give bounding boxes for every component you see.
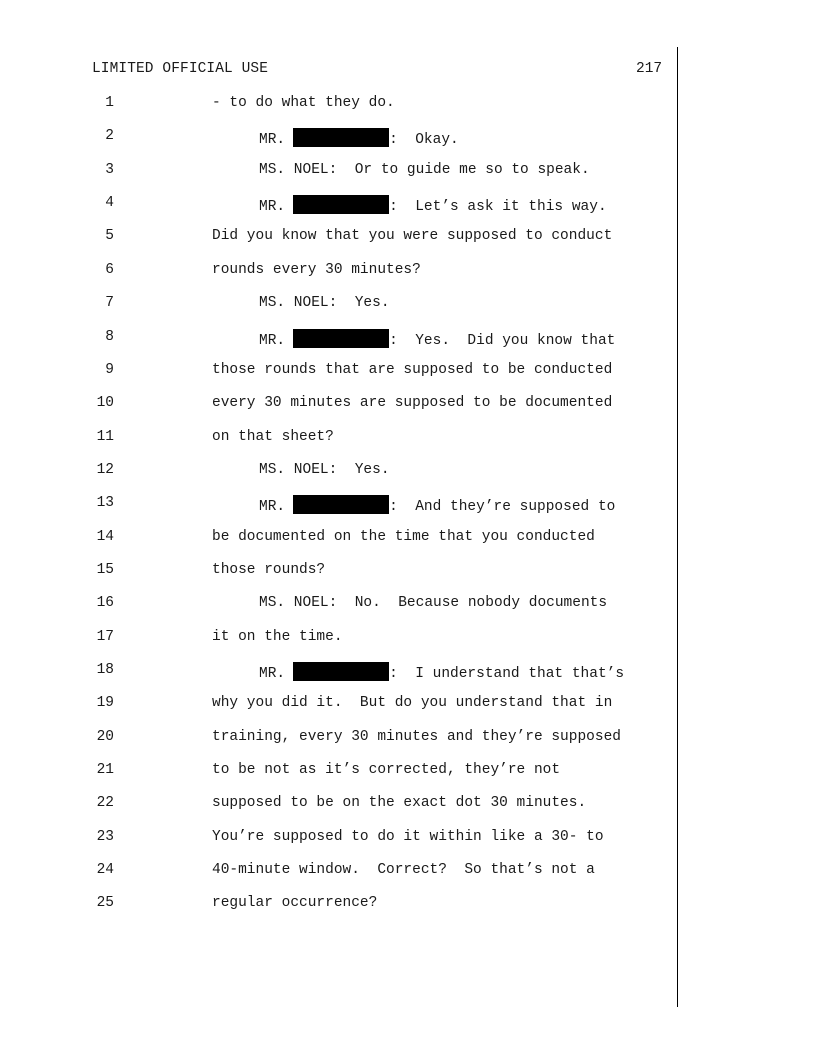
spoken-text: why you did it. But do you understand that in xyxy=(212,695,613,712)
transcript-line xyxy=(0,329,816,351)
spoken-text: MS. NOEL: Or to guide me so to speak. xyxy=(259,161,590,178)
line-text xyxy=(212,695,612,711)
line-text xyxy=(212,629,343,645)
transcript-line xyxy=(0,162,816,184)
line-number: 9 xyxy=(105,361,114,378)
line-number: 14 xyxy=(96,528,114,545)
line-text xyxy=(212,362,612,378)
line-text xyxy=(259,595,607,611)
line-number: 24 xyxy=(96,862,114,879)
line-number: 25 xyxy=(96,895,114,912)
spoken-text: rounds every 30 minutes? xyxy=(212,261,421,278)
line-number: 12 xyxy=(96,461,114,478)
spoken-text: on that sheet? xyxy=(212,428,334,445)
spoken-text: be documented on the time that you conducted xyxy=(212,528,595,545)
redaction-box xyxy=(293,128,389,147)
spoken-text: those rounds? xyxy=(212,561,326,578)
spoken-text: Did you know that you were supposed to conduct xyxy=(212,228,613,245)
line-number: 23 xyxy=(96,828,114,845)
transcript-line xyxy=(0,295,816,317)
spoken-text: to be not as it’s corrected, they’re not xyxy=(212,762,561,778)
line-text xyxy=(212,862,595,878)
spoken-text: : Yes. Did you know that xyxy=(389,332,616,349)
line-number: 17 xyxy=(96,628,114,645)
line-text xyxy=(212,795,586,811)
line-text xyxy=(212,228,612,244)
line-text xyxy=(259,195,607,215)
redaction-box xyxy=(293,495,389,514)
line-text xyxy=(212,762,560,778)
spoken-text: : Let’s ask it this way. xyxy=(389,199,607,216)
spoken-text: : Okay. xyxy=(389,132,459,149)
line-text xyxy=(212,562,325,578)
speaker-label: MR. xyxy=(259,199,286,216)
transcript-line xyxy=(0,429,816,451)
transcript-line xyxy=(0,462,816,484)
classification-header: LIMITED OFFICIAL USE xyxy=(92,61,269,77)
line-text xyxy=(259,462,390,478)
line-number: 1 xyxy=(105,95,114,111)
line-text xyxy=(212,429,334,445)
line-number: 19 xyxy=(96,695,114,712)
redaction-box xyxy=(293,662,389,681)
transcript-line xyxy=(0,795,816,817)
line-number: 7 xyxy=(105,295,114,312)
line-text xyxy=(212,729,621,745)
transcript-line xyxy=(0,128,816,150)
transcript-line xyxy=(0,762,816,784)
transcript-line xyxy=(0,395,816,417)
speaker-label: MR. xyxy=(259,666,286,682)
transcript-line xyxy=(0,562,816,584)
line-text xyxy=(212,395,612,411)
transcript-line xyxy=(0,662,816,684)
line-text xyxy=(259,662,624,682)
page-number: 217 xyxy=(636,61,663,77)
spoken-text: MS. NOEL: Yes. xyxy=(259,461,390,478)
line-text xyxy=(259,162,590,178)
line-number: 6 xyxy=(105,261,114,278)
redaction-box xyxy=(293,329,389,348)
spoken-text: : And they’re supposed to xyxy=(389,499,616,516)
transcript-line xyxy=(0,595,816,617)
line-text xyxy=(212,529,595,545)
transcript-line xyxy=(0,195,816,217)
line-text xyxy=(259,128,459,148)
line-number: 16 xyxy=(96,595,114,612)
transcript-line xyxy=(0,262,816,284)
transcript-line xyxy=(0,362,816,384)
spoken-text: 40-minute window. Correct? So that’s not a xyxy=(212,862,595,879)
transcript-line xyxy=(0,529,816,551)
speaker-label: MR. xyxy=(259,499,286,516)
line-text xyxy=(259,295,390,311)
spoken-text: MS. NOEL: Yes. xyxy=(259,295,390,312)
transcript-line xyxy=(0,95,816,117)
spoken-text: MS. NOEL: No. Because nobody documents xyxy=(259,595,608,612)
line-text xyxy=(212,95,395,111)
line-number: 13 xyxy=(96,495,114,512)
spoken-text: every 30 minutes are supposed to be documented xyxy=(212,395,613,412)
line-number: 18 xyxy=(96,662,114,678)
transcript-line xyxy=(0,729,816,751)
transcript-line xyxy=(0,862,816,884)
line-text xyxy=(259,329,615,349)
line-text xyxy=(212,829,604,845)
speaker-label: MR. xyxy=(259,132,286,149)
line-number: 11 xyxy=(96,428,114,445)
line-number: 3 xyxy=(105,161,114,178)
transcript-line xyxy=(0,495,816,517)
transcript-line xyxy=(0,829,816,851)
redaction-box xyxy=(293,195,389,214)
line-number: 22 xyxy=(96,795,114,812)
line-number: 8 xyxy=(105,328,114,345)
line-number: 5 xyxy=(105,228,114,245)
line-text xyxy=(212,262,421,278)
spoken-text: those rounds that are supposed to be conducted xyxy=(212,361,613,378)
line-text xyxy=(212,895,377,911)
spoken-text: You’re supposed to do it within like a 30- to xyxy=(212,828,604,845)
line-number: 2 xyxy=(105,128,114,145)
spoken-text: - to do what they do. xyxy=(212,95,395,111)
line-number: 4 xyxy=(105,195,114,212)
transcript-line xyxy=(0,695,816,717)
transcript-line xyxy=(0,895,816,917)
transcript-line xyxy=(0,228,816,250)
spoken-text: training, every 30 minutes and they’re supposed xyxy=(212,728,621,745)
line-text xyxy=(259,495,615,515)
spoken-text: : I understand that that’s xyxy=(389,666,625,682)
transcript-line xyxy=(0,629,816,651)
spoken-text: it on the time. xyxy=(212,628,343,645)
line-number: 10 xyxy=(96,395,114,412)
spoken-text: supposed to be on the exact dot 30 minutes. xyxy=(212,795,587,812)
line-number: 15 xyxy=(96,561,114,578)
spoken-text: regular occurrence? xyxy=(212,895,378,912)
line-number: 21 xyxy=(96,762,114,778)
line-number: 20 xyxy=(96,728,114,745)
speaker-label: MR. xyxy=(259,332,286,349)
